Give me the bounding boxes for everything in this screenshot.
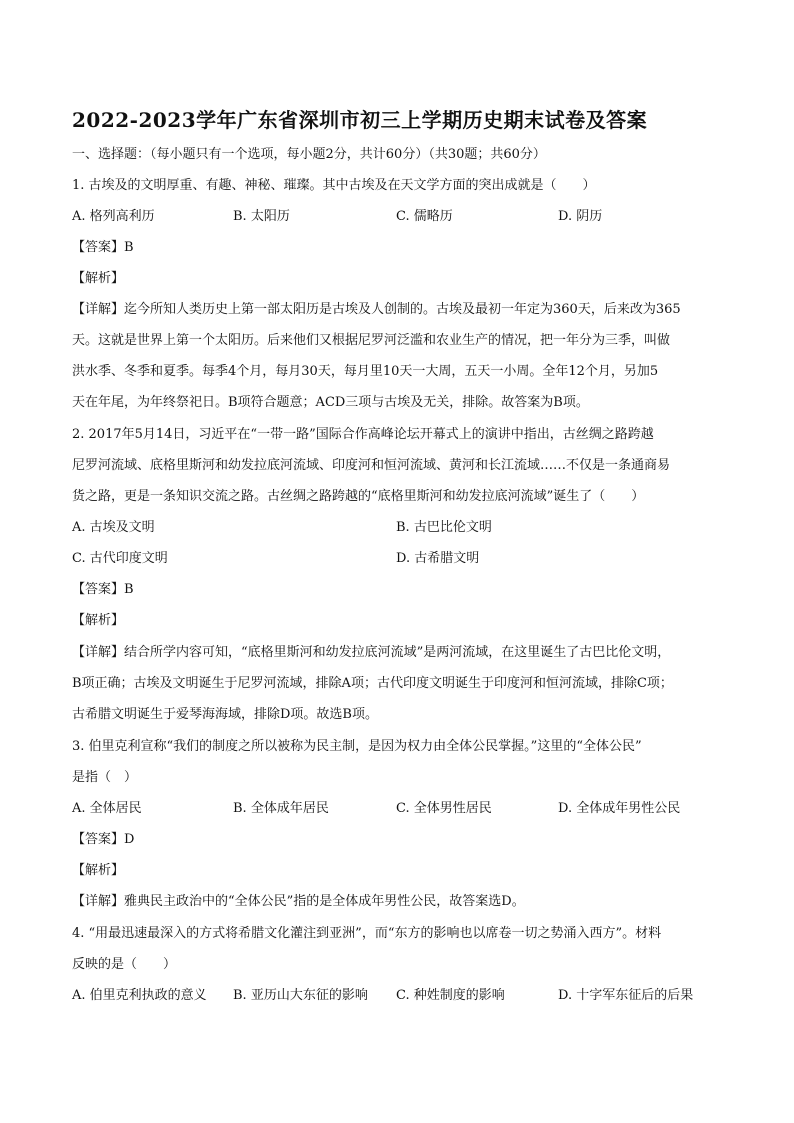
question-3-stem-line: 是指（ ） [72, 770, 138, 785]
question-2-detail-line: 【详解】结合所学内容可知，“底格里斯河和幼发拉底河流域”是两河流域，在这里诞生了古巴比伦文明， [72, 645, 671, 660]
question-1-detail-line: 天在年尾，为年终祭祀日。B项符合题意；ACD三项与古埃及无关，排除。故答案为B项。 [72, 395, 589, 410]
question-4-option-b: B. 亚历山大东征的影响 [233, 988, 368, 1003]
question-2-analysis-label: 【解析】 [72, 613, 125, 628]
question-2-detail-line: B项正确；古埃及文明诞生于尼罗河流域，排除A项；古代印度文明诞生于印度河和恒河流域，排除C项； [72, 676, 673, 691]
question-1-option-a: A. 格列高利历 [72, 209, 155, 224]
question-1-answer: 【答案】B [72, 240, 134, 255]
question-2-answer: 【答案】B [72, 582, 134, 597]
question-3-option-b: B. 全体成年居民 [233, 801, 329, 816]
question-1-detail-line: 【详解】迄今所知人类历史上第一部太阳历是古埃及人创制的。古埃及最初一年定为360天，后来改为365 [72, 302, 681, 317]
question-2-option-a: A. 古埃及文明 [72, 520, 155, 535]
question-3-option-a: A. 全体居民 [72, 801, 142, 816]
question-1-detail-line: 天。这就是世界上第一个太阳历。后来他们又根据尼罗河泛滥和农业生产的情况，把一年分为三季，叫做 [72, 333, 671, 348]
question-1-stem: 1. 古埃及的文明厚重、有趣、神秘、璀璨。其中古埃及在天文学方面的突出成就是（ ） [72, 178, 596, 193]
question-4-option-d: D. 十字军东征后的后果 [558, 988, 694, 1003]
question-2-option-b: B. 古巴比伦文明 [396, 520, 492, 535]
question-3-answer: 【答案】D [72, 832, 135, 847]
question-2-detail-line: 古希腊文明诞生于爱琴海海域，排除D项。故选B项。 [72, 707, 378, 722]
question-1-analysis-label: 【解析】 [72, 271, 125, 286]
question-1-detail-line: 洪水季、冬季和夏季。每季4个月，每月30天，每月里10天一大周，五天一小周。全年12个月，另加5 [72, 364, 659, 379]
question-3-stem-line: 3. 伯里克利宣称“我们的制度之所以被称为民主制，是因为权力由全体公民掌握。”这里的“全体公民” [72, 739, 642, 754]
question-1-option-d: D. 阴历 [558, 209, 603, 224]
question-4-stem-line: 4. “用最迅速最深入的方式将希腊文化灌注到亚洲”，而“东方的影响也以席卷一切之势涌入西方”。材料 [72, 926, 662, 941]
question-4-option-c: C. 种姓制度的影响 [396, 988, 505, 1003]
question-2-stem-line: 货之路，更是一条知识交流之路。古丝绸之路跨越的“底格里斯河和幼发拉底河流域”诞生了（ ） [72, 489, 645, 504]
question-2-stem-line: 尼罗河流域、底格里斯河和幼发拉底河流域、印度河和恒河流域、黄河和长江流域……不仅是一条通商易 [72, 458, 671, 473]
question-4-stem-line: 反映的是（ ） [72, 957, 177, 972]
section-heading: 一、选择题：（每小题只有一个选项，每小题2分，共计60分）（共30题；共60分） [72, 147, 546, 162]
question-2-option-d: D. 古希腊文明 [396, 551, 480, 566]
question-1-option-b: B. 太阳历 [233, 209, 290, 224]
page-title: 2022-2023学年广东省深圳市初三上学期历史期末试卷及答案 [72, 108, 648, 132]
question-2-stem-line: 2. 2017年5月14日，习近平在“一带一路”国际合作高峰论坛开幕式上的演讲中指出，古丝绸之路跨越 [72, 427, 654, 442]
question-2-option-c: C. 古代印度文明 [72, 551, 168, 566]
question-3-analysis-label: 【解析】 [72, 863, 125, 878]
question-1-option-c: C. 儒略历 [396, 209, 453, 224]
question-4-option-a: A. 伯里克利执政的意义 [72, 988, 207, 1003]
question-3-option-c: C. 全体男性居民 [396, 801, 492, 816]
question-3-detail-line: 【详解】雅典民主政治中的“全体公民”指的是全体成年男性公民，故答案选D。 [72, 894, 525, 909]
question-3-option-d: D. 全体成年男性公民 [558, 801, 681, 816]
